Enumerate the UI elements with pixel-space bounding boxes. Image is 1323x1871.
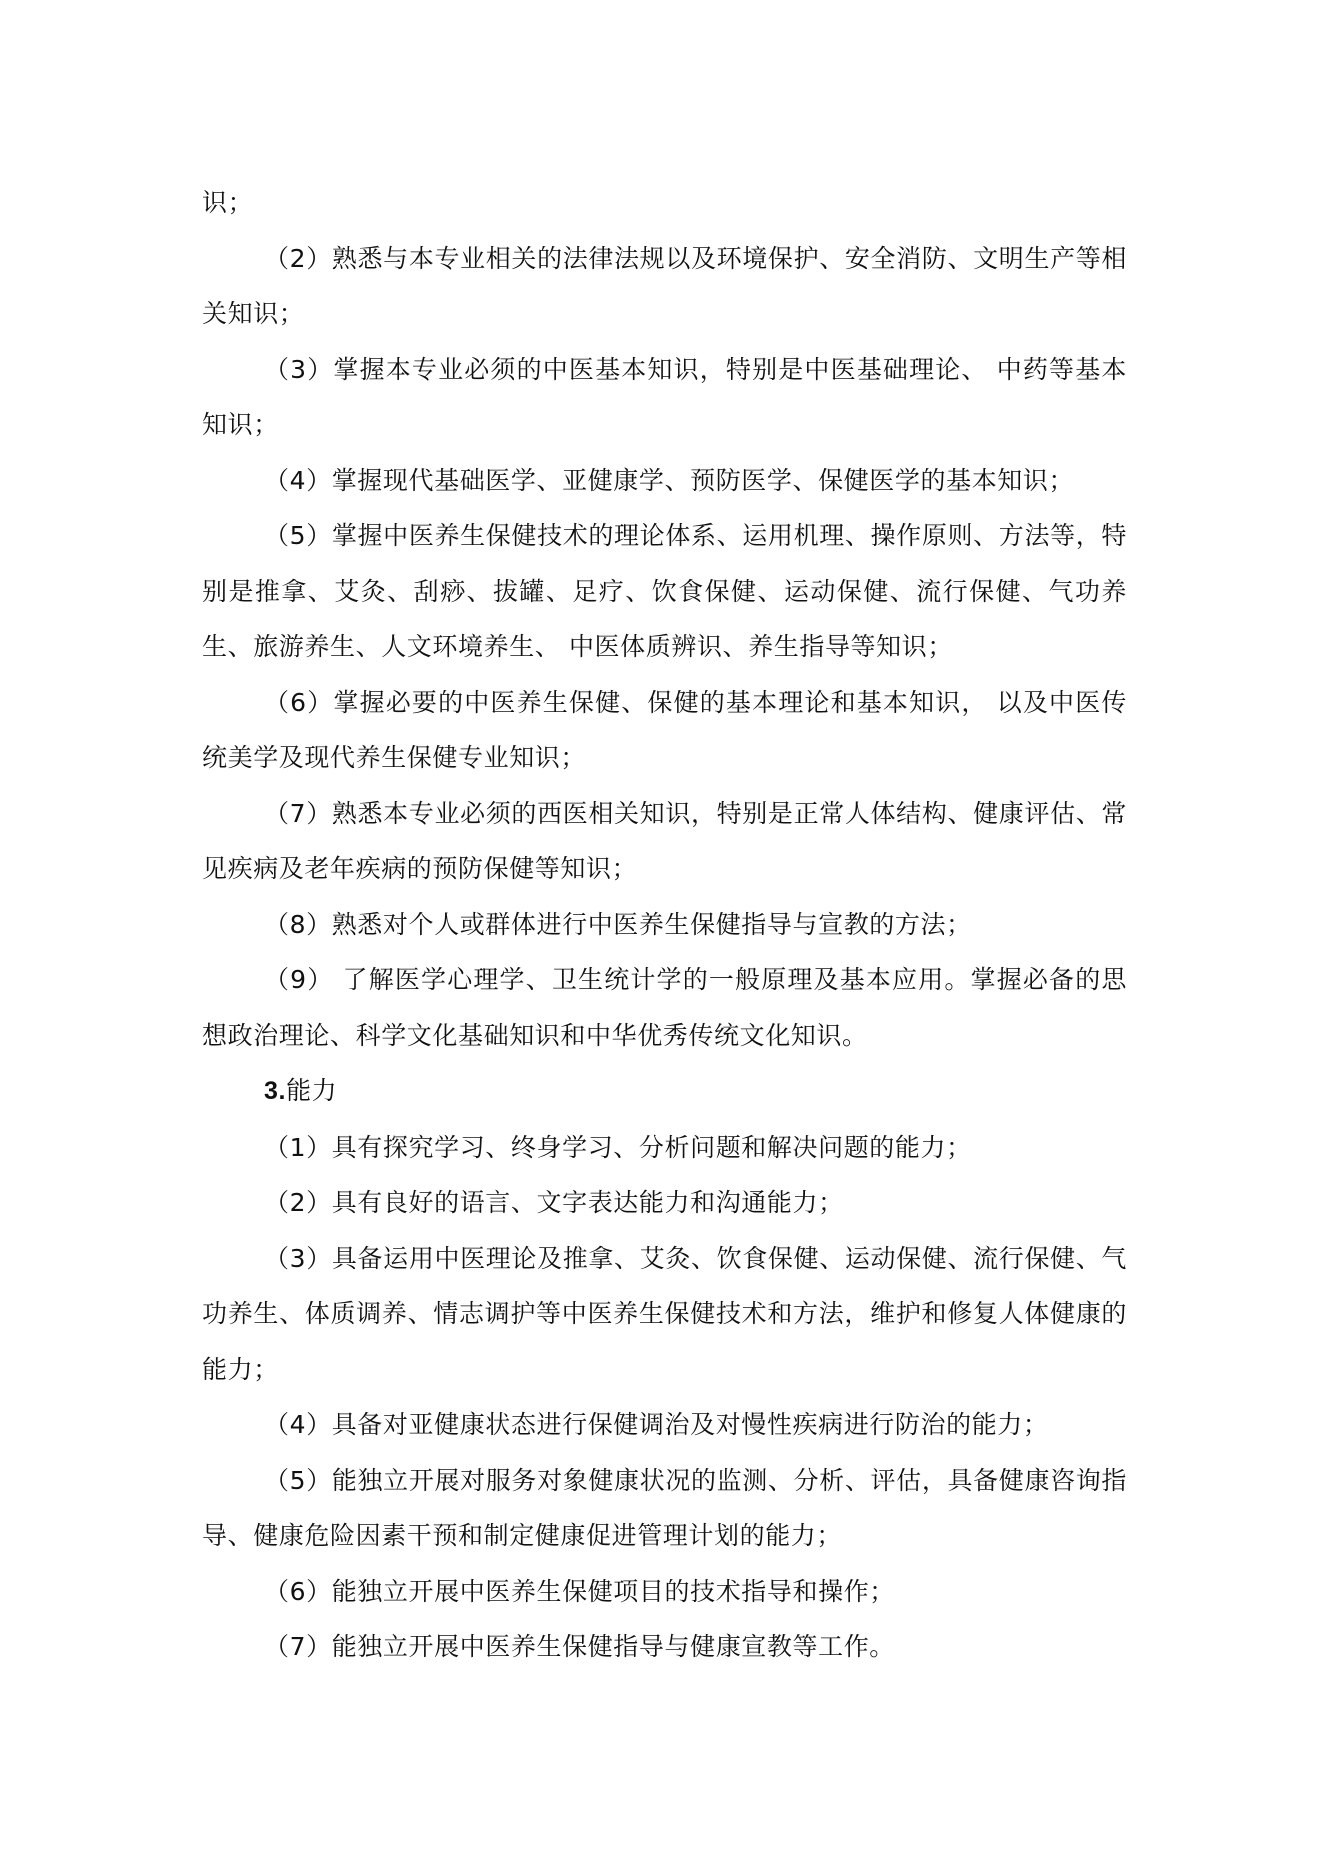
knowledge-item: （3）掌握本专业必须的中医基本知识，特别是中医基础理论、 中药等基本知识； <box>202 354 1127 439</box>
knowledge-item: （9） 了解医学心理学、卫生统计学的一般原理及基本应用。掌握必备的思想政治理论、科学文化基础知识和中华优秀传统文化知识。 <box>202 965 1127 1050</box>
knowledge-item: （2）熟悉与本专业相关的法律法规以及环境保护、安全消防、文明生产等相关知识； <box>202 243 1127 328</box>
ability-item: （5）能独立开展对服务对象健康状况的监测、分析、评估，具备健康咨询指导、健康危险因素干预和制定健康促进管理计划的能力； <box>202 1465 1127 1550</box>
knowledge-item: （6）掌握必要的中医养生保健、保健的基本理论和基本知识， 以及中医传统美学及现代养生保健专业知识； <box>202 687 1127 772</box>
ability-item: （1）具有探究学习、终身学习、分析问题和解决问题的能力； <box>264 1132 972 1162</box>
section-number: 3. <box>264 1077 287 1105</box>
knowledge-item: （4）掌握现代基础医学、亚健康学、预防医学、保健医学的基本知识； <box>264 465 1075 495</box>
knowledge-item: （5）掌握中医养生保健技术的理论体系、运用机理、操作原则、方法等，特别是推拿、艾灸、刮痧、拔罐、足疗、饮食保健、运动保健、流行保健、气功养生、旅游养生、人文环境养生、 中医体质辨识、养生指导等知识； <box>202 521 1127 661</box>
ability-item: （6）能独立开展中医养生保健项目的技术指导和操作； <box>264 1576 895 1606</box>
ability-item: （3）具备运用中医理论及推拿、艾灸、饮食保健、运动保健、流行保健、气功养生、体质调养、情志调护等中医养生保健技术和方法，维护和修复人体健康的能力； <box>202 1243 1127 1384</box>
ability-item: （2）具有良好的语言、文字表达能力和沟通能力； <box>264 1188 844 1217</box>
ability-item: （7）能独立开展中医养生保健指导与健康宣教等工作。 <box>264 1632 895 1661</box>
knowledge-item: （7）熟悉本专业必须的西医相关知识，特别是正常人体结构、健康评估、常见疾病及老年疾病的预防保健等知识； <box>202 798 1127 883</box>
section-title: 能力 <box>286 1076 338 1105</box>
document-body <box>202 175 1127 1675</box>
ability-item: （4）具备对亚健康状态进行保健调治及对慢性疾病进行防治的能力； <box>264 1410 1049 1439</box>
section-heading <box>202 1063 1127 1120</box>
continuation-text: 识； <box>202 188 254 217</box>
knowledge-item: （8）熟悉对个人或群体进行中医养生保健指导与宣教的方法； <box>264 909 972 939</box>
